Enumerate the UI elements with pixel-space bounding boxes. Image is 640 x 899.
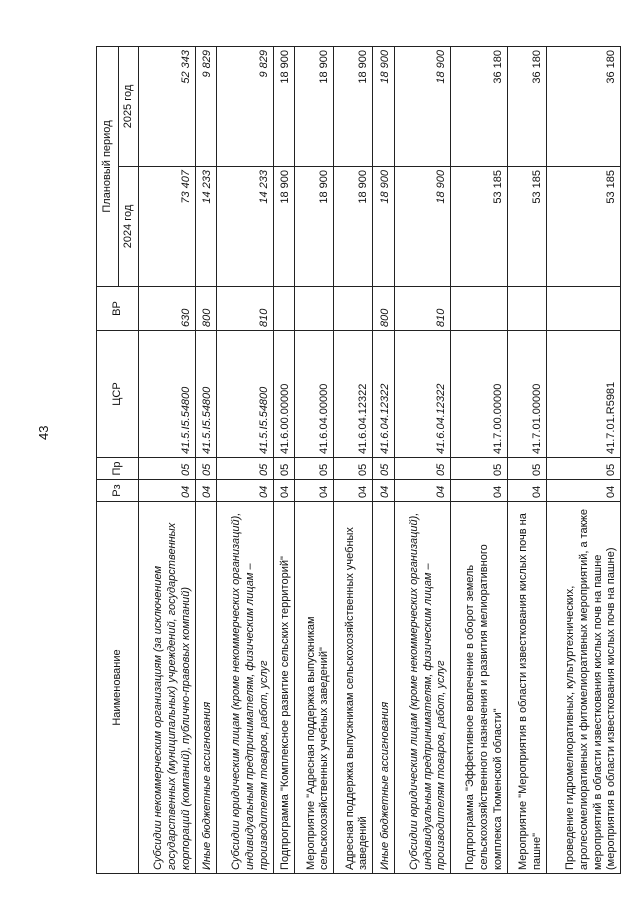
cell-pr: 05 [139, 458, 196, 480]
table-row [334, 47, 373, 874]
cell-y2: 18 900 [373, 47, 394, 167]
cell-name: Субсидии юридическим лицам (кроме некоммерческих организаций), индивидуальным предпринимателям, физическим лицам – производителям товаров, работ, услуг [217, 502, 274, 874]
header-plan-period: Плановый период [97, 47, 119, 287]
cell-y2: 18 900 [334, 47, 373, 167]
cell-pr: 05 [546, 458, 620, 480]
cell-csr: 41.7.00.00000 [451, 331, 508, 458]
cell-csr: 41.5.I5.54800 [195, 331, 216, 458]
table-row [546, 47, 620, 874]
cell-y1: 18 900 [273, 167, 294, 287]
table-row [373, 47, 394, 874]
cell-vr [451, 287, 508, 331]
cell-csr: 41.6.04.12322 [394, 331, 451, 458]
cell-vr: 810 [217, 287, 274, 331]
cell-y2: 18 900 [394, 47, 451, 167]
table-row [451, 47, 508, 874]
header-name: Наименование [97, 502, 139, 874]
cell-csr: 41.7.01.00000 [507, 331, 546, 458]
cell-pr: 05 [217, 458, 274, 480]
table-row [295, 47, 334, 874]
cell-y2: 36 180 [507, 47, 546, 167]
cell-y1: 18 900 [295, 167, 334, 287]
cell-vr: 810 [394, 287, 451, 331]
cell-vr [295, 287, 334, 331]
cell-name: Подпрограмма "Комплексное развитие сельских территорий" [273, 502, 294, 874]
budget-table [96, 46, 621, 874]
table-row [195, 47, 216, 874]
cell-name: Иные бюджетные ассигнования [373, 502, 394, 874]
rotated-table-wrapper [96, 47, 621, 874]
cell-vr: 800 [373, 287, 394, 331]
cell-pr: 05 [273, 458, 294, 480]
cell-rz: 04 [373, 480, 394, 502]
header-year-2024: 2024 год [119, 167, 139, 287]
header-pr: Пр [97, 458, 139, 480]
cell-rz: 04 [217, 480, 274, 502]
header-year-2025: 2025 год [119, 47, 139, 167]
cell-csr: 41.6.00.00000 [273, 331, 294, 458]
cell-y1: 73 407 [139, 167, 196, 287]
page-number: 43 [36, 425, 51, 440]
header-row [97, 47, 119, 874]
table-row [273, 47, 294, 874]
cell-name: Мероприятие "Адресная поддержка выпускникам сельскохозяйственных учебных заведений" [295, 502, 334, 874]
cell-csr: 41.5.I5.54800 [217, 331, 274, 458]
cell-name: Мероприятие "Мероприятия в области известкования кислых почв на пашне" [507, 502, 546, 874]
cell-name: Подпрограмма "Эффективное вовлечение в оборот земель сельскохозяйственного назначения и развития мелиоративного комплекса Тюменской области" [451, 502, 508, 874]
cell-y1: 18 900 [373, 167, 394, 287]
cell-y2: 52 343 [139, 47, 196, 167]
cell-vr: 630 [139, 287, 196, 331]
cell-rz: 04 [451, 480, 508, 502]
header-vr: ВР [97, 287, 139, 331]
cell-csr: 41.6.04.00000 [295, 331, 334, 458]
cell-vr: 800 [195, 287, 216, 331]
cell-rz: 04 [139, 480, 196, 502]
cell-rz: 04 [273, 480, 294, 502]
cell-name: Иные бюджетные ассигнования [195, 502, 216, 874]
cell-y1: 14 233 [195, 167, 216, 287]
cell-y1: 18 900 [334, 167, 373, 287]
cell-y1: 18 900 [394, 167, 451, 287]
table-row [139, 47, 196, 874]
cell-rz: 04 [394, 480, 451, 502]
cell-name: Проведение гидромелиоративных, культуртехнических, агролесомелиоративных и фитомелиоративных мероприятий, а также мероприятий в области известкования кислых почв на пашне (мероприятия в области известкования кислых почв на пашне) [546, 502, 620, 874]
header-rz: Рз [97, 480, 139, 502]
cell-pr: 05 [295, 458, 334, 480]
cell-pr: 05 [451, 458, 508, 480]
cell-y2: 9 829 [195, 47, 216, 167]
table-row [507, 47, 546, 874]
cell-rz: 04 [546, 480, 620, 502]
cell-pr: 05 [373, 458, 394, 480]
cell-y2: 36 180 [546, 47, 620, 167]
table-row [217, 47, 274, 874]
header-csr: ЦСР [97, 331, 139, 458]
cell-csr: 41.6.04.12322 [334, 331, 373, 458]
cell-rz: 04 [295, 480, 334, 502]
cell-rz: 04 [195, 480, 216, 502]
cell-rz: 04 [507, 480, 546, 502]
cell-y1: 53 185 [546, 167, 620, 287]
cell-y1: 53 185 [451, 167, 508, 287]
cell-vr [507, 287, 546, 331]
cell-rz: 04 [334, 480, 373, 502]
cell-csr: 41.5.I5.54800 [139, 331, 196, 458]
cell-y1: 14 233 [217, 167, 274, 287]
cell-name: Субсидии юридическим лицам (кроме некоммерческих организаций), индивидуальным предпринимателям, физическим лицам – производителям товаров, работ, услуг [394, 502, 451, 874]
cell-pr: 05 [507, 458, 546, 480]
cell-y2: 36 180 [451, 47, 508, 167]
cell-vr [546, 287, 620, 331]
cell-name: Субсидии некоммерческим организациям (за исключением государственных (муниципальных) учреждений, государственных корпораций (компаний), публично-правовых компаний) [139, 502, 196, 874]
cell-vr [334, 287, 373, 331]
cell-y2: 9 829 [217, 47, 274, 167]
cell-csr: 41.7.01.R5981 [546, 331, 620, 458]
table-row [394, 47, 451, 874]
cell-y1: 53 185 [507, 167, 546, 287]
cell-y2: 18 900 [295, 47, 334, 167]
cell-pr: 05 [334, 458, 373, 480]
cell-pr: 05 [394, 458, 451, 480]
cell-pr: 05 [195, 458, 216, 480]
cell-name: Адресная поддержка выпускникам сельскохозяйственных учебных заведений [334, 502, 373, 874]
cell-y2: 18 900 [273, 47, 294, 167]
cell-vr [273, 287, 294, 331]
cell-csr: 41.6.04.12322 [373, 331, 394, 458]
